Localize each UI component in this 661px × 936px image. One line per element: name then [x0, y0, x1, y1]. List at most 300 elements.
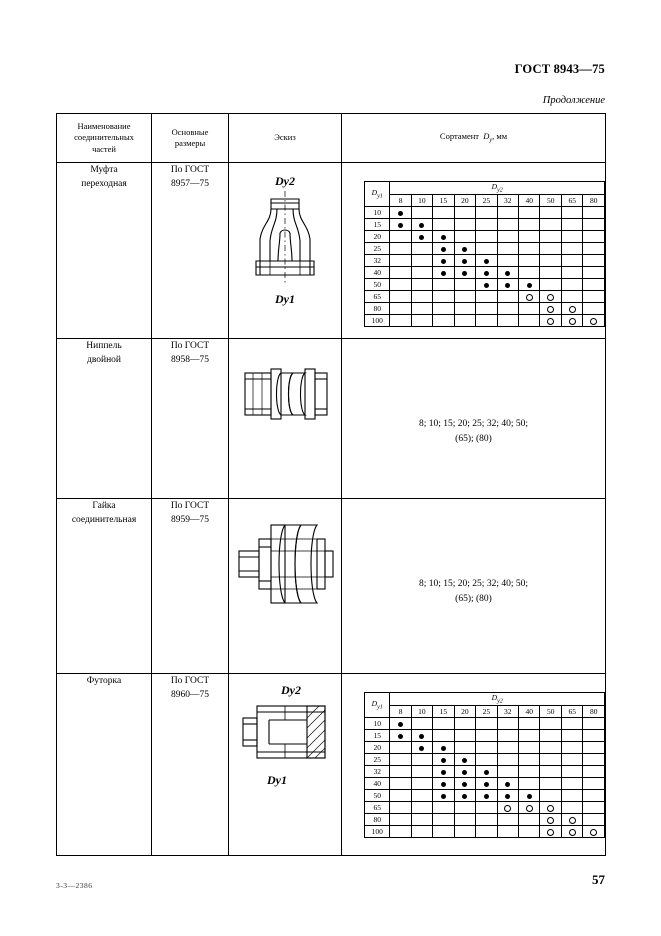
matrix-cell: [454, 231, 475, 243]
matrix-cell: [583, 730, 605, 742]
matrix-cell: [390, 267, 411, 279]
part-sortament-cell: [342, 499, 606, 674]
part-name-cell: Футорка: [57, 674, 152, 856]
matrix-row-header: 25: [365, 754, 390, 766]
matrix-cell: [476, 291, 497, 303]
matrix-cell: [583, 243, 605, 255]
matrix-cell: [583, 754, 605, 766]
sketch-label-bottom: Dy1: [275, 292, 295, 306]
matrix-cell: [583, 231, 605, 243]
matrix-row: [365, 742, 605, 754]
filled-dot-marker: [484, 259, 489, 264]
matrix-wrapper: [342, 163, 605, 327]
part-name-cell: Гайка соединительная: [57, 499, 152, 674]
filled-dot-marker: [441, 770, 446, 775]
matrix-cell: [411, 267, 432, 279]
matrix-cell: [497, 754, 518, 766]
matrix-cell: [519, 742, 540, 754]
matrix-cell: [454, 243, 475, 255]
filled-dot-marker: [462, 758, 467, 763]
open-circle-marker: [569, 306, 576, 313]
matrix-cell: [411, 766, 432, 778]
sketch-label-top: Dy2: [281, 683, 301, 697]
matrix-cell: [540, 766, 561, 778]
filled-dot-marker: [398, 223, 403, 228]
matrix-cell: [497, 718, 518, 730]
matrix-row: [365, 207, 605, 219]
matrix-body-mufta: [365, 207, 605, 327]
matrix-row-header: 10: [365, 718, 390, 730]
matrix-cell: [454, 814, 475, 826]
matrix-col-header: 40: [519, 195, 540, 207]
matrix-cell: [476, 766, 497, 778]
matrix-cell: [561, 826, 582, 838]
filled-dot-marker: [419, 235, 424, 240]
matrix-cell: [583, 303, 605, 315]
matrix-cell: [519, 790, 540, 802]
matrix-cell: [390, 802, 411, 814]
matrix-cell: [390, 730, 411, 742]
matrix-cell: [519, 754, 540, 766]
matrix-cell: [540, 207, 561, 219]
matrix-cell: [454, 790, 475, 802]
matrix-cell: [411, 291, 432, 303]
matrix-cell: [583, 279, 605, 291]
sortament-text: 8; 10; 15; 20; 25; 32; 40; 50; (65); (80): [419, 419, 528, 445]
filled-dot-marker: [398, 211, 403, 216]
matrix-cell: [519, 231, 540, 243]
matrix-cell: [561, 219, 582, 231]
matrix-col-header: 15: [433, 706, 454, 718]
matrix-cell: [433, 255, 454, 267]
matrix-row: [365, 790, 605, 802]
footer-mark: 3-3—2386: [56, 881, 93, 890]
matrix-cell: [390, 778, 411, 790]
standard-number: ГОСТ 8943—75: [514, 62, 605, 76]
matrix-cell: [561, 231, 582, 243]
matrix-cell: [476, 718, 497, 730]
matrix-row-header: 100: [365, 826, 390, 838]
matrix-cell: [497, 790, 518, 802]
open-circle-marker: [547, 306, 554, 313]
matrix-cell: [561, 291, 582, 303]
matrix-row: [365, 303, 605, 315]
matrix-row-header: 15: [365, 219, 390, 231]
matrix-cell: [561, 718, 582, 730]
matrix-cell: [454, 778, 475, 790]
matrix-col-header: 8: [390, 706, 411, 718]
matrix-cell: [454, 207, 475, 219]
matrix-cell: [390, 279, 411, 291]
matrix-row: [365, 291, 605, 303]
part-size-cell: По ГОСТ 8957—75: [152, 163, 229, 339]
matrix-row-header: 20: [365, 742, 390, 754]
matrix-cell: [519, 814, 540, 826]
matrix-cell: [476, 255, 497, 267]
filled-dot-marker: [419, 746, 424, 751]
matrix-cell: [583, 766, 605, 778]
matrix-cell: [497, 778, 518, 790]
matrix-cell: [583, 742, 605, 754]
matrix-cell: [433, 291, 454, 303]
continued-label: Продолжение: [542, 95, 605, 106]
matrix-header-top: [365, 693, 605, 706]
part-sketch-cell: [229, 499, 342, 674]
sketch-gayka-soedinitelnaya: [229, 499, 341, 629]
table-row: [57, 339, 606, 499]
matrix-cell: [390, 742, 411, 754]
matrix-row-header: 20: [365, 231, 390, 243]
sortament-matrix-futorka: [364, 692, 605, 838]
matrix-cell: [390, 303, 411, 315]
matrix-cell: [540, 291, 561, 303]
matrix-row-header: 65: [365, 291, 390, 303]
matrix-cell: [390, 754, 411, 766]
open-circle-marker: [590, 318, 597, 325]
matrix-row: [365, 219, 605, 231]
matrix-cell: [561, 766, 582, 778]
matrix-col-header: 80: [583, 706, 605, 718]
matrix-row-header: 50: [365, 279, 390, 291]
matrix-cell: [411, 742, 432, 754]
matrix-cell: [390, 219, 411, 231]
matrix-col-header: 65: [561, 195, 582, 207]
part-name-cell: Ниппель двойной: [57, 339, 152, 499]
matrix-cell: [390, 243, 411, 255]
open-circle-marker: [569, 318, 576, 325]
matrix-col-header: 10: [411, 195, 432, 207]
matrix-cell: [497, 255, 518, 267]
matrix-row-header: 40: [365, 267, 390, 279]
matrix-cell: [497, 802, 518, 814]
matrix-cell: [411, 243, 432, 255]
matrix-cell: [540, 718, 561, 730]
matrix-cell: [454, 267, 475, 279]
matrix-cell: [583, 291, 605, 303]
matrix-cell: [433, 718, 454, 730]
part-sketch-cell: [229, 674, 342, 856]
matrix-cell: [540, 790, 561, 802]
matrix-cell: [433, 267, 454, 279]
matrix-cell: [519, 219, 540, 231]
sketch-label-bottom: Dy1: [267, 773, 287, 787]
matrix-cell: [390, 291, 411, 303]
sketch-futorka: [229, 674, 341, 814]
filled-dot-marker: [484, 770, 489, 775]
matrix-row-header: 32: [365, 766, 390, 778]
matrix-cell: [433, 303, 454, 315]
matrix-cell: [411, 802, 432, 814]
matrix-cell: [583, 826, 605, 838]
matrix-cell: [390, 231, 411, 243]
column-header-sortament: Сортамент $D_у$, мм: [342, 114, 606, 163]
filled-dot-marker: [462, 271, 467, 276]
matrix-cell: [561, 790, 582, 802]
matrix-row: [365, 718, 605, 730]
matrix-cell: [433, 742, 454, 754]
matrix-cell: [561, 315, 582, 327]
matrix-cell: [433, 219, 454, 231]
matrix-cell: [519, 291, 540, 303]
matrix-cell: [433, 778, 454, 790]
matrix-column-headers: [365, 195, 605, 207]
matrix-cell: [476, 267, 497, 279]
matrix-row: [365, 778, 605, 790]
matrix-row: [365, 231, 605, 243]
open-circle-marker: [569, 829, 576, 836]
matrix-cell: [519, 718, 540, 730]
matrix-col-header: 32: [497, 195, 518, 207]
matrix-row: [365, 267, 605, 279]
sketch-label-top: Dy2: [275, 174, 295, 188]
matrix-cell: [583, 718, 605, 730]
matrix-cell: [454, 826, 475, 838]
matrix-cell: [540, 255, 561, 267]
matrix-cell: [540, 778, 561, 790]
filled-dot-marker: [398, 722, 403, 727]
matrix-cell: [390, 790, 411, 802]
matrix-span-header: $D_{у2}$: [390, 693, 605, 706]
matrix-row-header: 50: [365, 790, 390, 802]
open-circle-marker: [526, 294, 533, 301]
filled-dot-marker: [441, 782, 446, 787]
matrix-cell: [497, 315, 518, 327]
matrix-cell: [390, 826, 411, 838]
matrix-cell: [454, 754, 475, 766]
matrix-cell: [540, 303, 561, 315]
matrix-cell: [390, 718, 411, 730]
matrix-col-header: 15: [433, 195, 454, 207]
matrix-col-header: 20: [454, 195, 475, 207]
matrix-cell: [561, 243, 582, 255]
matrix-row: [365, 315, 605, 327]
part-sketch-cell: [229, 339, 342, 499]
filled-dot-marker: [484, 794, 489, 799]
open-circle-marker: [547, 817, 554, 824]
filled-dot-marker: [462, 247, 467, 252]
matrix-cell: [390, 766, 411, 778]
matrix-col-header: 80: [583, 195, 605, 207]
part-sortament-cell: [342, 163, 606, 339]
column-header-size: Основные размеры: [152, 114, 229, 163]
matrix-col-header: 50: [540, 706, 561, 718]
open-circle-marker: [526, 805, 533, 812]
matrix-cell: [583, 802, 605, 814]
matrix-cell: [540, 754, 561, 766]
filled-dot-marker: [462, 770, 467, 775]
matrix-cell: [583, 207, 605, 219]
matrix-cell: [519, 303, 540, 315]
matrix-col-header: 25: [476, 706, 497, 718]
filled-dot-marker: [419, 734, 424, 739]
matrix-cell: [454, 291, 475, 303]
filled-dot-marker: [441, 746, 446, 751]
matrix-cell: [454, 730, 475, 742]
part-size-cell: По ГОСТ 8958—75: [152, 339, 229, 499]
matrix-cell: [411, 778, 432, 790]
matrix-cell: [540, 826, 561, 838]
matrix-cell: [583, 267, 605, 279]
matrix-cell: [519, 279, 540, 291]
matrix-row-header: 100: [365, 315, 390, 327]
matrix-cell: [519, 802, 540, 814]
matrix-cell: [411, 315, 432, 327]
open-circle-marker: [547, 294, 554, 301]
matrix-cell: [561, 279, 582, 291]
matrix-row: [365, 243, 605, 255]
matrix-cell: [476, 754, 497, 766]
matrix-row: [365, 279, 605, 291]
filled-dot-marker: [441, 235, 446, 240]
part-name-cell: Муфта переходная: [57, 163, 152, 339]
matrix-row: [365, 802, 605, 814]
filled-dot-marker: [484, 271, 489, 276]
matrix-cell: [454, 219, 475, 231]
matrix-cell: [497, 231, 518, 243]
matrix-cell: [476, 814, 497, 826]
matrix-cell: [433, 243, 454, 255]
matrix-cell: [433, 766, 454, 778]
matrix-cell: [497, 207, 518, 219]
matrix-cell: [390, 315, 411, 327]
sketch-mufta-perehodnaya: [230, 163, 340, 313]
filled-dot-marker: [484, 283, 489, 288]
matrix-cell: [433, 754, 454, 766]
matrix-corner: $D_{у1}$: [365, 182, 390, 207]
matrix-row-header: 80: [365, 814, 390, 826]
sketch-nippel-dvoynoy: [229, 339, 341, 449]
matrix-wrapper: [342, 674, 605, 838]
matrix-cell: [519, 315, 540, 327]
filled-dot-marker: [484, 782, 489, 787]
matrix-cell: [411, 219, 432, 231]
matrix-cell: [519, 826, 540, 838]
matrix-col-header: 50: [540, 195, 561, 207]
matrix-cell: [540, 267, 561, 279]
matrix-cell: [561, 730, 582, 742]
matrix-cell: [454, 303, 475, 315]
filled-dot-marker: [505, 271, 510, 276]
matrix-cell: [497, 303, 518, 315]
matrix-cell: [583, 814, 605, 826]
matrix-cell: [390, 814, 411, 826]
filled-dot-marker: [505, 794, 510, 799]
matrix-cell: [476, 207, 497, 219]
matrix-cell: [476, 303, 497, 315]
matrix-cell: [540, 243, 561, 255]
matrix-cell: [519, 766, 540, 778]
matrix-cell: [454, 742, 475, 754]
matrix-cell: [454, 802, 475, 814]
matrix-row-header: 65: [365, 802, 390, 814]
open-circle-marker: [547, 829, 554, 836]
matrix-span-header: $D_{у2}$: [390, 182, 605, 195]
matrix-cell: [390, 255, 411, 267]
matrix-cell: [519, 255, 540, 267]
matrix-col-header: 32: [497, 706, 518, 718]
matrix-cell: [411, 754, 432, 766]
matrix-column-headers: [365, 706, 605, 718]
matrix-cell: [476, 826, 497, 838]
matrix-cell: [540, 742, 561, 754]
matrix-cell: [497, 219, 518, 231]
matrix-cell: [561, 267, 582, 279]
matrix-cell: [497, 730, 518, 742]
matrix-cell: [497, 267, 518, 279]
matrix-cell: [519, 730, 540, 742]
matrix-cell: [561, 814, 582, 826]
matrix-cell: [561, 754, 582, 766]
part-sortament-cell: [342, 674, 606, 856]
filled-dot-marker: [441, 758, 446, 763]
matrix-corner: $D_{у1}$: [365, 693, 390, 718]
matrix-row: [365, 826, 605, 838]
matrix-cell: [519, 243, 540, 255]
matrix-cell: [561, 255, 582, 267]
matrix-cell: [583, 255, 605, 267]
matrix-cell: [454, 279, 475, 291]
matrix-cell: [433, 802, 454, 814]
matrix-cell: [390, 207, 411, 219]
matrix-cell: [561, 207, 582, 219]
matrix-row-header: 32: [365, 255, 390, 267]
matrix-cell: [583, 790, 605, 802]
column-header-sketch: Эскиз: [229, 114, 342, 163]
filled-dot-marker: [441, 271, 446, 276]
matrix-cell: [454, 255, 475, 267]
sortament-matrix-mufta: [364, 181, 605, 327]
matrix-cell: [411, 814, 432, 826]
filled-dot-marker: [398, 734, 403, 739]
open-circle-marker: [590, 829, 597, 836]
matrix-cell: [540, 279, 561, 291]
matrix-cell: [561, 802, 582, 814]
matrix-cell: [519, 207, 540, 219]
matrix-cell: [497, 814, 518, 826]
matrix-cell: [561, 742, 582, 754]
filled-dot-marker: [441, 259, 446, 264]
matrix-cell: [476, 279, 497, 291]
matrix-cell: [497, 279, 518, 291]
matrix-cell: [411, 303, 432, 315]
matrix-cell: [476, 730, 497, 742]
filled-dot-marker: [527, 794, 532, 799]
matrix-cell: [519, 778, 540, 790]
matrix-cell: [497, 243, 518, 255]
matrix-row-header: 40: [365, 778, 390, 790]
table-row: [57, 163, 606, 339]
page-number: 57: [592, 872, 605, 887]
matrix-cell: [540, 814, 561, 826]
matrix-cell: [583, 778, 605, 790]
matrix-cell: [433, 790, 454, 802]
matrix-row: [365, 754, 605, 766]
matrix-cell: [411, 255, 432, 267]
filled-dot-marker: [419, 223, 424, 228]
open-circle-marker: [504, 805, 511, 812]
open-circle-marker: [569, 817, 576, 824]
part-sketch-cell: [229, 163, 342, 339]
part-sortament-cell: [342, 339, 606, 499]
matrix-cell: [411, 207, 432, 219]
matrix-cell: [497, 742, 518, 754]
part-size-cell: По ГОСТ 8959—75: [152, 499, 229, 674]
matrix-cell: [433, 730, 454, 742]
matrix-cell: [476, 742, 497, 754]
matrix-col-header: 40: [519, 706, 540, 718]
open-circle-marker: [547, 805, 554, 812]
matrix-cell: [411, 718, 432, 730]
